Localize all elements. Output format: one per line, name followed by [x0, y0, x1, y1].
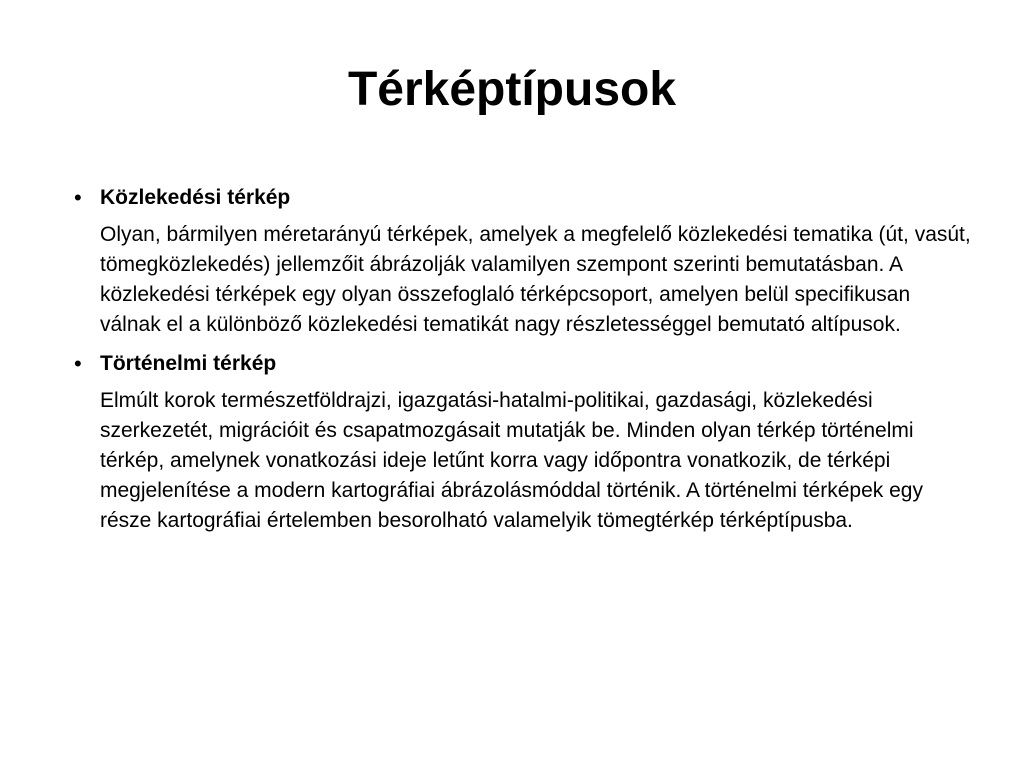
bullet-heading: Közlekedési térkép — [100, 186, 291, 209]
slide-title: Térképtípusok — [347, 63, 677, 116]
bullet-item-kozlekedesi — [74, 180, 974, 340]
bullet-heading: Történelmi térkép — [100, 352, 277, 375]
bullet-dot-icon: • — [74, 185, 82, 210]
bullet-item-tortenelmi — [74, 346, 974, 536]
bullet-list — [74, 180, 974, 542]
bullet-body: Elmúlt korok természetföldrajzi, igazgatási-hatalmi-politikai, gazdasági, közlekedési szerkezetét, migrációit és csapatmozgásait mutatják be. Minden olyan térkép történelmi térkép, amelynek vonatkozási ideje letűnt korra vagy időpontra vonatkozik, de térképi megjelenítése a modern kartográfiai ábrázolásmóddal történik. A történelmi térképek egy része kartográfiai értelemben besorolható valamelyik tömegtérkép térképtípusba. — [100, 389, 923, 532]
bullet-body: Olyan, bármilyen méretarányú térképek, amelyek a megfelelő közlekedési tematika (út, vasút, tömegközlekedés) jellemzőit ábrázolják valamilyen szempont szerinti bemutatásban. A közlekedési térképek egy olyan összefoglaló térképcsoport, amelyen belül specifikusan válnak el a különböző közlekedési tematikát nagy részletességgel bemutató altípusok. — [100, 223, 971, 336]
bullet-dot-icon: • — [74, 351, 82, 376]
